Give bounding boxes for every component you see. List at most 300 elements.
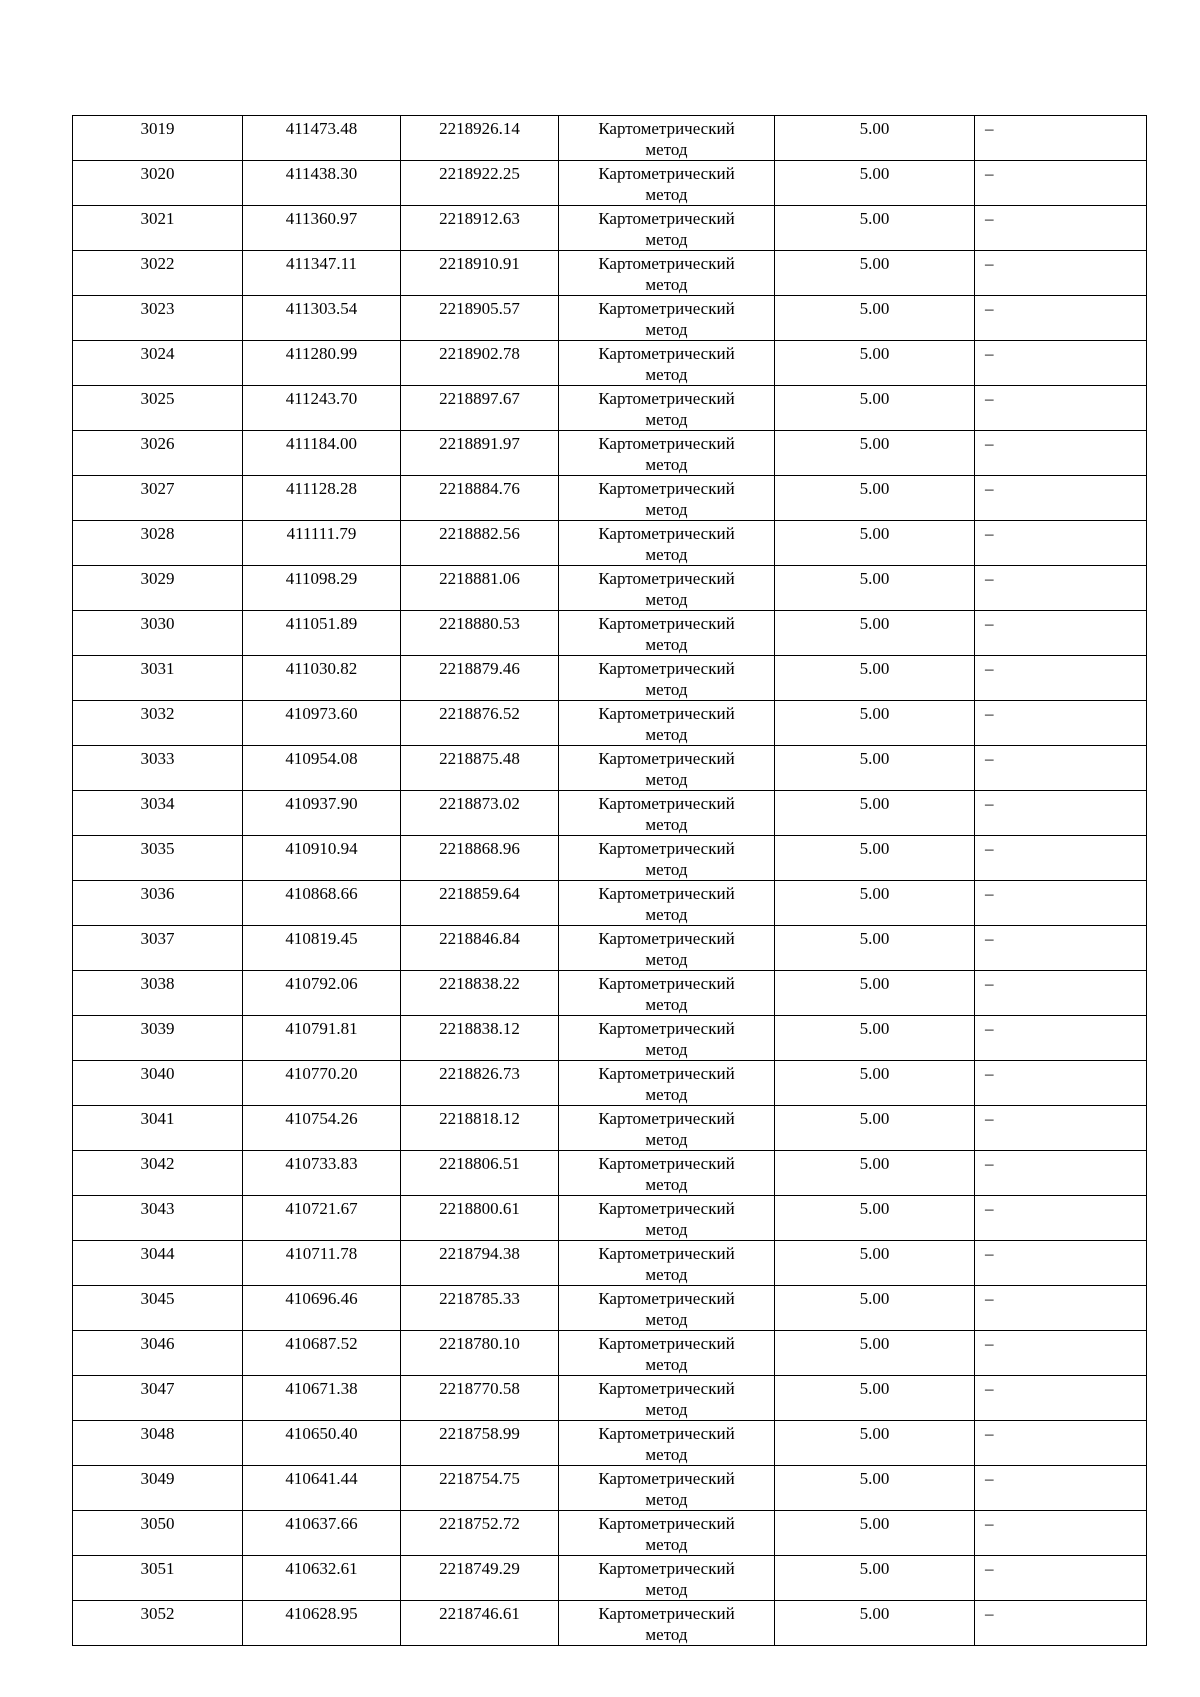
method-text: Картометрический метод bbox=[598, 1424, 735, 1464]
x-coordinate-cell bbox=[243, 206, 401, 251]
description-text: – bbox=[985, 1334, 994, 1353]
method-cell bbox=[559, 1421, 775, 1466]
x-coordinate-text: 410650.40 bbox=[285, 1424, 358, 1443]
precision-text: 5.00 bbox=[859, 749, 890, 768]
x-coordinate-text: 411303.54 bbox=[285, 299, 358, 318]
precision-cell bbox=[775, 431, 975, 476]
precision-cell bbox=[775, 836, 975, 881]
y-coordinate-text: 2218838.22 bbox=[439, 974, 520, 993]
point-number-cell bbox=[73, 1016, 243, 1061]
precision-text: 5.00 bbox=[859, 1019, 890, 1038]
y-coordinate-text: 2218758.99 bbox=[439, 1424, 520, 1443]
point-number-cell bbox=[73, 656, 243, 701]
point-number-cell bbox=[73, 476, 243, 521]
method-cell bbox=[559, 1241, 775, 1286]
y-coordinate-text: 2218884.76 bbox=[439, 479, 520, 498]
point-number-text: 3020 bbox=[140, 164, 175, 183]
description-text: – bbox=[985, 1064, 994, 1083]
description-text: – bbox=[985, 1289, 994, 1308]
precision-text: 5.00 bbox=[859, 1109, 890, 1128]
table-row bbox=[73, 476, 1147, 521]
point-number-text: 3027 bbox=[140, 479, 175, 498]
description-text: – bbox=[985, 974, 994, 993]
table-row bbox=[73, 791, 1147, 836]
precision-text: 5.00 bbox=[859, 569, 890, 588]
table-row bbox=[73, 656, 1147, 701]
point-number-text: 3038 bbox=[140, 974, 175, 993]
method-text: Картометрический метод bbox=[598, 164, 735, 204]
y-coordinate-text: 2218881.06 bbox=[439, 569, 520, 588]
table-row bbox=[73, 1196, 1147, 1241]
method-cell bbox=[559, 1331, 775, 1376]
table-row bbox=[73, 566, 1147, 611]
y-coordinate-cell bbox=[401, 1196, 559, 1241]
y-coordinate-cell bbox=[401, 1061, 559, 1106]
description-text: – bbox=[985, 209, 994, 228]
method-text: Картометрический метод bbox=[598, 614, 735, 654]
description-cell bbox=[975, 431, 1147, 476]
point-number-cell bbox=[73, 836, 243, 881]
x-coordinate-text: 410628.95 bbox=[285, 1604, 358, 1623]
precision-text: 5.00 bbox=[859, 659, 890, 678]
description-cell bbox=[975, 611, 1147, 656]
point-number-cell bbox=[73, 1421, 243, 1466]
precision-text: 5.00 bbox=[859, 254, 890, 273]
y-coordinate-cell bbox=[401, 1286, 559, 1331]
y-coordinate-cell bbox=[401, 116, 559, 161]
table-row bbox=[73, 611, 1147, 656]
y-coordinate-text: 2218746.61 bbox=[439, 1604, 520, 1623]
description-cell bbox=[975, 701, 1147, 746]
x-coordinate-cell bbox=[243, 836, 401, 881]
precision-cell bbox=[775, 1601, 975, 1646]
y-coordinate-cell bbox=[401, 1466, 559, 1511]
table-row bbox=[73, 431, 1147, 476]
description-cell bbox=[975, 746, 1147, 791]
method-text: Картометрический метод bbox=[598, 1289, 735, 1329]
y-coordinate-text: 2218780.10 bbox=[439, 1334, 520, 1353]
precision-cell bbox=[775, 341, 975, 386]
method-text: Картометрический метод bbox=[598, 299, 735, 339]
method-cell bbox=[559, 1556, 775, 1601]
x-coordinate-cell bbox=[243, 1421, 401, 1466]
precision-text: 5.00 bbox=[859, 1469, 890, 1488]
table-row bbox=[73, 251, 1147, 296]
description-text: – bbox=[985, 1469, 994, 1488]
x-coordinate-text: 410791.81 bbox=[285, 1019, 358, 1038]
x-coordinate-cell bbox=[243, 1511, 401, 1556]
table-row bbox=[73, 836, 1147, 881]
precision-text: 5.00 bbox=[859, 524, 890, 543]
table-row bbox=[73, 881, 1147, 926]
method-cell bbox=[559, 476, 775, 521]
method-cell bbox=[559, 791, 775, 836]
table-row bbox=[73, 341, 1147, 386]
precision-cell bbox=[775, 296, 975, 341]
table-row bbox=[73, 746, 1147, 791]
x-coordinate-cell bbox=[243, 296, 401, 341]
description-cell bbox=[975, 1286, 1147, 1331]
x-coordinate-cell bbox=[243, 521, 401, 566]
method-cell bbox=[559, 431, 775, 476]
precision-cell bbox=[775, 746, 975, 791]
x-coordinate-text: 410696.46 bbox=[285, 1289, 358, 1308]
precision-cell bbox=[775, 1421, 975, 1466]
method-cell bbox=[559, 251, 775, 296]
point-number-cell bbox=[73, 1331, 243, 1376]
y-coordinate-text: 2218902.78 bbox=[439, 344, 520, 363]
x-coordinate-text: 411347.11 bbox=[286, 254, 357, 273]
method-cell bbox=[559, 161, 775, 206]
y-coordinate-text: 2218818.12 bbox=[439, 1109, 520, 1128]
precision-cell bbox=[775, 566, 975, 611]
method-text: Картометрический метод bbox=[598, 704, 735, 744]
method-text: Картометрический метод bbox=[598, 524, 735, 564]
method-cell bbox=[559, 206, 775, 251]
description-cell bbox=[975, 1106, 1147, 1151]
x-coordinate-text: 410754.26 bbox=[285, 1109, 358, 1128]
description-text: – bbox=[985, 1514, 994, 1533]
table-row bbox=[73, 1151, 1147, 1196]
description-text: – bbox=[985, 254, 994, 273]
description-cell bbox=[975, 1331, 1147, 1376]
method-cell bbox=[559, 926, 775, 971]
point-number-cell bbox=[73, 116, 243, 161]
precision-text: 5.00 bbox=[859, 1154, 890, 1173]
point-number-cell bbox=[73, 1286, 243, 1331]
y-coordinate-text: 2218785.33 bbox=[439, 1289, 520, 1308]
description-cell bbox=[975, 476, 1147, 521]
y-coordinate-cell bbox=[401, 341, 559, 386]
y-coordinate-text: 2218806.51 bbox=[439, 1154, 520, 1173]
description-text: – bbox=[985, 1199, 994, 1218]
y-coordinate-text: 2218752.72 bbox=[439, 1514, 520, 1533]
x-coordinate-text: 410770.20 bbox=[285, 1064, 358, 1083]
precision-cell bbox=[775, 1376, 975, 1421]
x-coordinate-text: 410910.94 bbox=[285, 839, 358, 858]
description-text: – bbox=[985, 839, 994, 858]
point-number-cell bbox=[73, 521, 243, 566]
x-coordinate-cell bbox=[243, 926, 401, 971]
precision-text: 5.00 bbox=[859, 344, 890, 363]
precision-text: 5.00 bbox=[859, 1379, 890, 1398]
y-coordinate-cell bbox=[401, 1241, 559, 1286]
method-text: Картометрический метод bbox=[598, 749, 735, 789]
point-number-text: 3022 bbox=[140, 254, 175, 273]
x-coordinate-text: 411360.97 bbox=[285, 209, 358, 228]
description-text: – bbox=[985, 794, 994, 813]
description-text: – bbox=[985, 569, 994, 588]
precision-text: 5.00 bbox=[859, 614, 890, 633]
x-coordinate-text: 410632.61 bbox=[285, 1559, 358, 1578]
point-number-text: 3043 bbox=[140, 1199, 175, 1218]
method-text: Картометрический метод bbox=[598, 794, 735, 834]
x-coordinate-text: 410671.38 bbox=[285, 1379, 358, 1398]
table-row bbox=[73, 1016, 1147, 1061]
method-text: Картометрический метод bbox=[598, 1064, 735, 1104]
x-coordinate-text: 410711.78 bbox=[285, 1244, 358, 1263]
y-coordinate-cell bbox=[401, 971, 559, 1016]
method-cell bbox=[559, 386, 775, 431]
description-cell bbox=[975, 341, 1147, 386]
x-coordinate-cell bbox=[243, 161, 401, 206]
precision-text: 5.00 bbox=[859, 794, 890, 813]
description-text: – bbox=[985, 389, 994, 408]
y-coordinate-text: 2218910.91 bbox=[439, 254, 520, 273]
method-cell bbox=[559, 1016, 775, 1061]
x-coordinate-cell bbox=[243, 116, 401, 161]
precision-cell bbox=[775, 611, 975, 656]
x-coordinate-cell bbox=[243, 1331, 401, 1376]
y-coordinate-cell bbox=[401, 656, 559, 701]
y-coordinate-cell bbox=[401, 926, 559, 971]
point-number-cell bbox=[73, 1376, 243, 1421]
x-coordinate-text: 410637.66 bbox=[285, 1514, 358, 1533]
point-number-text: 3032 bbox=[140, 704, 175, 723]
x-coordinate-cell bbox=[243, 611, 401, 656]
point-number-text: 3044 bbox=[140, 1244, 175, 1263]
point-number-cell bbox=[73, 431, 243, 476]
table-row bbox=[73, 161, 1147, 206]
method-text: Картометрический метод bbox=[598, 1559, 735, 1599]
point-number-cell bbox=[73, 566, 243, 611]
description-cell bbox=[975, 836, 1147, 881]
y-coordinate-text: 2218897.67 bbox=[439, 389, 520, 408]
precision-cell bbox=[775, 1196, 975, 1241]
precision-cell bbox=[775, 476, 975, 521]
precision-text: 5.00 bbox=[859, 434, 890, 453]
precision-text: 5.00 bbox=[859, 479, 890, 498]
x-coordinate-text: 411030.82 bbox=[285, 659, 358, 678]
precision-text: 5.00 bbox=[859, 1244, 890, 1263]
method-cell bbox=[559, 1511, 775, 1556]
method-text: Картометрический метод bbox=[598, 974, 735, 1014]
method-text: Картометрический метод bbox=[598, 209, 735, 249]
x-coordinate-text: 410868.66 bbox=[285, 884, 358, 903]
method-text: Картометрический метод bbox=[598, 119, 735, 159]
table-row bbox=[73, 386, 1147, 431]
point-number-text: 3029 bbox=[140, 569, 175, 588]
point-number-text: 3047 bbox=[140, 1379, 175, 1398]
point-number-text: 3042 bbox=[140, 1154, 175, 1173]
point-number-cell bbox=[73, 611, 243, 656]
precision-text: 5.00 bbox=[859, 209, 890, 228]
y-coordinate-cell bbox=[401, 521, 559, 566]
y-coordinate-text: 2218882.56 bbox=[439, 524, 520, 543]
y-coordinate-cell bbox=[401, 1421, 559, 1466]
method-cell bbox=[559, 1466, 775, 1511]
method-cell bbox=[559, 701, 775, 746]
precision-text: 5.00 bbox=[859, 389, 890, 408]
description-cell bbox=[975, 116, 1147, 161]
method-text: Картометрический метод bbox=[598, 254, 735, 294]
point-number-cell bbox=[73, 746, 243, 791]
table-row bbox=[73, 1106, 1147, 1151]
method-cell bbox=[559, 1106, 775, 1151]
x-coordinate-cell bbox=[243, 1151, 401, 1196]
precision-cell bbox=[775, 161, 975, 206]
description-cell bbox=[975, 1376, 1147, 1421]
precision-cell bbox=[775, 521, 975, 566]
y-coordinate-cell bbox=[401, 251, 559, 296]
point-number-cell bbox=[73, 1196, 243, 1241]
description-cell bbox=[975, 1196, 1147, 1241]
x-coordinate-cell bbox=[243, 1016, 401, 1061]
y-coordinate-cell bbox=[401, 1016, 559, 1061]
x-coordinate-text: 411243.70 bbox=[285, 389, 358, 408]
y-coordinate-cell bbox=[401, 1556, 559, 1601]
table-row bbox=[73, 1511, 1147, 1556]
x-coordinate-cell bbox=[243, 971, 401, 1016]
precision-text: 5.00 bbox=[859, 1199, 890, 1218]
table-row bbox=[73, 206, 1147, 251]
method-text: Картометрический метод bbox=[598, 1199, 735, 1239]
description-text: – bbox=[985, 119, 994, 138]
precision-text: 5.00 bbox=[859, 1064, 890, 1083]
method-text: Картометрический метод bbox=[598, 659, 735, 699]
precision-text: 5.00 bbox=[859, 929, 890, 948]
point-number-text: 3025 bbox=[140, 389, 175, 408]
table-row bbox=[73, 1376, 1147, 1421]
precision-text: 5.00 bbox=[859, 1604, 890, 1623]
description-text: – bbox=[985, 1559, 994, 1578]
precision-cell bbox=[775, 1241, 975, 1286]
method-cell bbox=[559, 656, 775, 701]
x-coordinate-cell bbox=[243, 251, 401, 296]
description-text: – bbox=[985, 1154, 994, 1173]
method-cell bbox=[559, 746, 775, 791]
description-text: – bbox=[985, 884, 994, 903]
method-text: Картометрический метод bbox=[598, 1244, 735, 1284]
y-coordinate-cell bbox=[401, 1106, 559, 1151]
description-text: – bbox=[985, 659, 994, 678]
precision-cell bbox=[775, 791, 975, 836]
point-number-text: 3035 bbox=[140, 839, 175, 858]
y-coordinate-cell bbox=[401, 296, 559, 341]
x-coordinate-cell bbox=[243, 1061, 401, 1106]
x-coordinate-text: 410792.06 bbox=[285, 974, 358, 993]
x-coordinate-cell bbox=[243, 1196, 401, 1241]
description-cell bbox=[975, 1016, 1147, 1061]
description-text: – bbox=[985, 344, 994, 363]
point-number-cell bbox=[73, 1556, 243, 1601]
table-row bbox=[73, 1601, 1147, 1646]
method-text: Картометрический метод bbox=[598, 1109, 735, 1149]
x-coordinate-text: 411128.28 bbox=[286, 479, 357, 498]
x-coordinate-text: 410641.44 bbox=[285, 1469, 358, 1488]
point-number-text: 3049 bbox=[140, 1469, 175, 1488]
y-coordinate-cell bbox=[401, 1331, 559, 1376]
y-coordinate-text: 2218800.61 bbox=[439, 1199, 520, 1218]
point-number-text: 3024 bbox=[140, 344, 175, 363]
precision-cell bbox=[775, 1556, 975, 1601]
description-text: – bbox=[985, 164, 994, 183]
description-text: – bbox=[985, 1109, 994, 1128]
y-coordinate-text: 2218880.53 bbox=[439, 614, 520, 633]
precision-text: 5.00 bbox=[859, 1559, 890, 1578]
y-coordinate-text: 2218826.73 bbox=[439, 1064, 520, 1083]
precision-text: 5.00 bbox=[859, 974, 890, 993]
table-row bbox=[73, 701, 1147, 746]
point-number-text: 3026 bbox=[140, 434, 175, 453]
x-coordinate-text: 411438.30 bbox=[285, 164, 358, 183]
y-coordinate-text: 2218859.64 bbox=[439, 884, 520, 903]
point-number-cell bbox=[73, 206, 243, 251]
table-row bbox=[73, 296, 1147, 341]
y-coordinate-text: 2218926.14 bbox=[439, 119, 520, 138]
precision-cell bbox=[775, 116, 975, 161]
precision-cell bbox=[775, 1511, 975, 1556]
description-cell bbox=[975, 206, 1147, 251]
method-cell bbox=[559, 296, 775, 341]
method-text: Картометрический метод bbox=[598, 569, 735, 609]
table-row bbox=[73, 926, 1147, 971]
x-coordinate-text: 411184.00 bbox=[286, 434, 357, 453]
table-row bbox=[73, 521, 1147, 566]
y-coordinate-text: 2218749.29 bbox=[439, 1559, 520, 1578]
point-number-text: 3046 bbox=[140, 1334, 175, 1353]
method-cell bbox=[559, 836, 775, 881]
y-coordinate-cell bbox=[401, 476, 559, 521]
precision-cell bbox=[775, 206, 975, 251]
precision-cell bbox=[775, 1151, 975, 1196]
table-row bbox=[73, 1286, 1147, 1331]
description-cell bbox=[975, 1421, 1147, 1466]
precision-cell bbox=[775, 656, 975, 701]
x-coordinate-cell bbox=[243, 476, 401, 521]
description-text: – bbox=[985, 1379, 994, 1398]
method-text: Картометрический метод bbox=[598, 1604, 735, 1644]
coordinates-table-body bbox=[73, 116, 1147, 1646]
description-cell bbox=[975, 971, 1147, 1016]
x-coordinate-cell bbox=[243, 431, 401, 476]
point-number-cell bbox=[73, 341, 243, 386]
method-text: Картометрический метод bbox=[598, 1514, 735, 1554]
point-number-cell bbox=[73, 1601, 243, 1646]
method-cell bbox=[559, 521, 775, 566]
x-coordinate-cell bbox=[243, 1376, 401, 1421]
description-cell bbox=[975, 251, 1147, 296]
method-text: Картометрический метод bbox=[598, 1154, 735, 1194]
method-text: Картометрический метод bbox=[598, 434, 735, 474]
y-coordinate-text: 2218912.63 bbox=[439, 209, 520, 228]
y-coordinate-cell bbox=[401, 881, 559, 926]
point-number-cell bbox=[73, 1466, 243, 1511]
x-coordinate-text: 410819.45 bbox=[285, 929, 358, 948]
x-coordinate-cell bbox=[243, 1466, 401, 1511]
precision-text: 5.00 bbox=[859, 1334, 890, 1353]
description-text: – bbox=[985, 614, 994, 633]
precision-cell bbox=[775, 1286, 975, 1331]
precision-cell bbox=[775, 1331, 975, 1376]
precision-cell bbox=[775, 701, 975, 746]
precision-cell bbox=[775, 926, 975, 971]
description-cell bbox=[975, 386, 1147, 431]
method-cell bbox=[559, 1151, 775, 1196]
method-cell bbox=[559, 1286, 775, 1331]
x-coordinate-text: 410721.67 bbox=[285, 1199, 358, 1218]
method-text: Картометрический метод bbox=[598, 1379, 735, 1419]
table-row bbox=[73, 1466, 1147, 1511]
description-cell bbox=[975, 926, 1147, 971]
point-number-text: 3033 bbox=[140, 749, 175, 768]
point-number-text: 3041 bbox=[140, 1109, 175, 1128]
description-text: – bbox=[985, 1244, 994, 1263]
x-coordinate-text: 411280.99 bbox=[285, 344, 358, 363]
y-coordinate-cell bbox=[401, 161, 559, 206]
y-coordinate-text: 2218770.58 bbox=[439, 1379, 520, 1398]
x-coordinate-text: 410954.08 bbox=[285, 749, 358, 768]
